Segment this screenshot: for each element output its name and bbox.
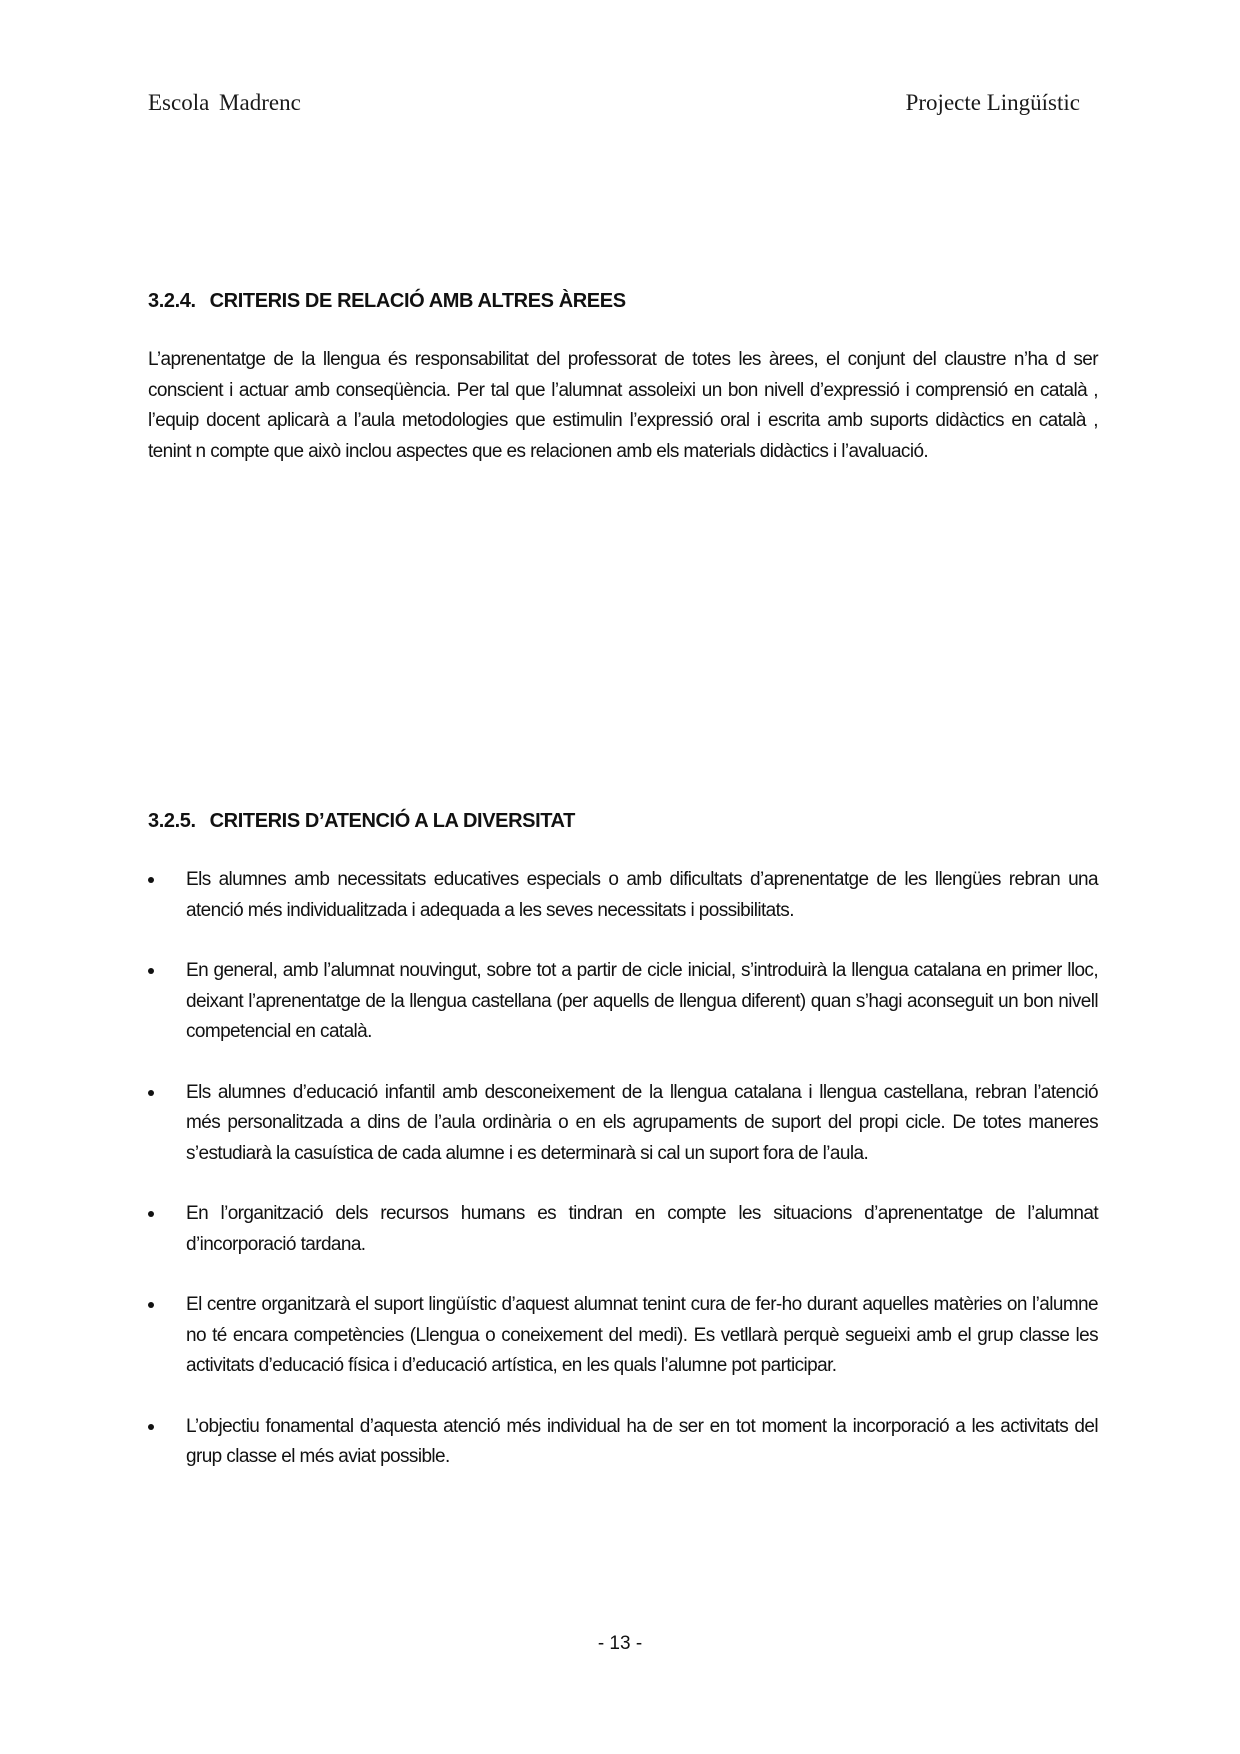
bullet-icon bbox=[148, 1090, 154, 1096]
list-item-text: El centre organitzarà el suport lingüístic d’aquest alumnat tenint cura de fer-ho durant aquelles matèries on l’alumne no té encara competències (Llengua o coneixement del medi). Es vetllarà perquè segueixi amb el grup classe les activitats d’educació física i d’educació artística, en les quals l’alumne pot participar. bbox=[186, 1294, 1098, 1376]
list-item-text: En l’organització dels recursos humans es tindran en compte les situacions d’aprenentatge de l’alumnat d’incorporació tardana. bbox=[186, 1203, 1098, 1255]
section-title: CRITERIS D’ATENCIÓ A LA DIVERSITAT bbox=[209, 810, 575, 832]
bullet-icon bbox=[148, 1211, 154, 1217]
section-3-2-5 bbox=[148, 810, 1098, 1503]
section-number: 3.2.4. bbox=[148, 290, 196, 312]
list-item-text: En general, amb l’alumnat nouvingut, sobre tot a partir de cicle inicial, s’introduirà la llengua catalana en primer lloc, deixant l’aprenentatge de la llengua castellana (per aquells de llengua diferent) quan s’hagi aconseguit un bon nivell competencial en català. bbox=[186, 960, 1098, 1042]
list-item-text: L’objectiu fonamental d’aquesta atenció més individual ha de ser en tot moment la incorporació a les activitats del grup classe el més aviat possible. bbox=[186, 1415, 1098, 1467]
bullet-icon bbox=[148, 1424, 154, 1430]
list-item bbox=[148, 1412, 1098, 1473]
section-heading bbox=[148, 290, 1098, 313]
header-document-title: Projecte Lingüístic bbox=[905, 90, 1080, 115]
page-number: - 13 - bbox=[597, 1633, 643, 1654]
bullet-icon bbox=[148, 968, 154, 974]
section-3-2-4 bbox=[148, 290, 1098, 467]
list-item-text: Els alumnes amb necessitats educatives especials o amb dificultats d’aprenentatge de les llengües rebran una atenció més individualitzada i adequada a les seves necessitats i possibilitats. bbox=[186, 869, 1098, 921]
list-item bbox=[148, 1199, 1098, 1260]
bullet-icon bbox=[148, 877, 154, 883]
list-item bbox=[148, 1078, 1098, 1170]
header-school-name: Escola Madrenc bbox=[148, 90, 301, 115]
bullet-list bbox=[148, 865, 1098, 1473]
list-item bbox=[148, 1290, 1098, 1382]
bullet-icon bbox=[148, 1302, 154, 1308]
list-item-text: Els alumnes d’educació infantil amb desconeixement de la llengua catalana i llengua castellana, rebran l’atenció més personalitzada a dins de l’aula ordinària o en els agrupaments de suport del propi cicle. De totes maneres s’estudiarà la casuística de cada alumne i es determinarà si cal un suport fora de l’aula. bbox=[186, 1081, 1098, 1164]
page-header bbox=[148, 90, 1080, 120]
section-paragraph: L’aprenentatge de la llengua és responsabilitat del professorat de totes les àrees, el conjunt del claustre n’ha d ser conscient i actuar amb conseqüència. Per tal que l’alumnat assoleixi un bon nivell d’expressió i comprensió en català , l’equip docent aplicarà a l’aula metodologies que estimulin l’expressió oral i escrita amb suports didàctics en català , tenint n compte que això inclou aspectes que es relacionen amb els materials didàctics i l’avaluació. bbox=[148, 349, 1098, 462]
section-number: 3.2.5. bbox=[148, 810, 196, 832]
section-title: CRITERIS DE RELACIÓ AMB ALTRES ÀREES bbox=[209, 290, 626, 312]
list-item bbox=[148, 865, 1098, 926]
section-heading bbox=[148, 810, 1098, 833]
list-item bbox=[148, 956, 1098, 1048]
